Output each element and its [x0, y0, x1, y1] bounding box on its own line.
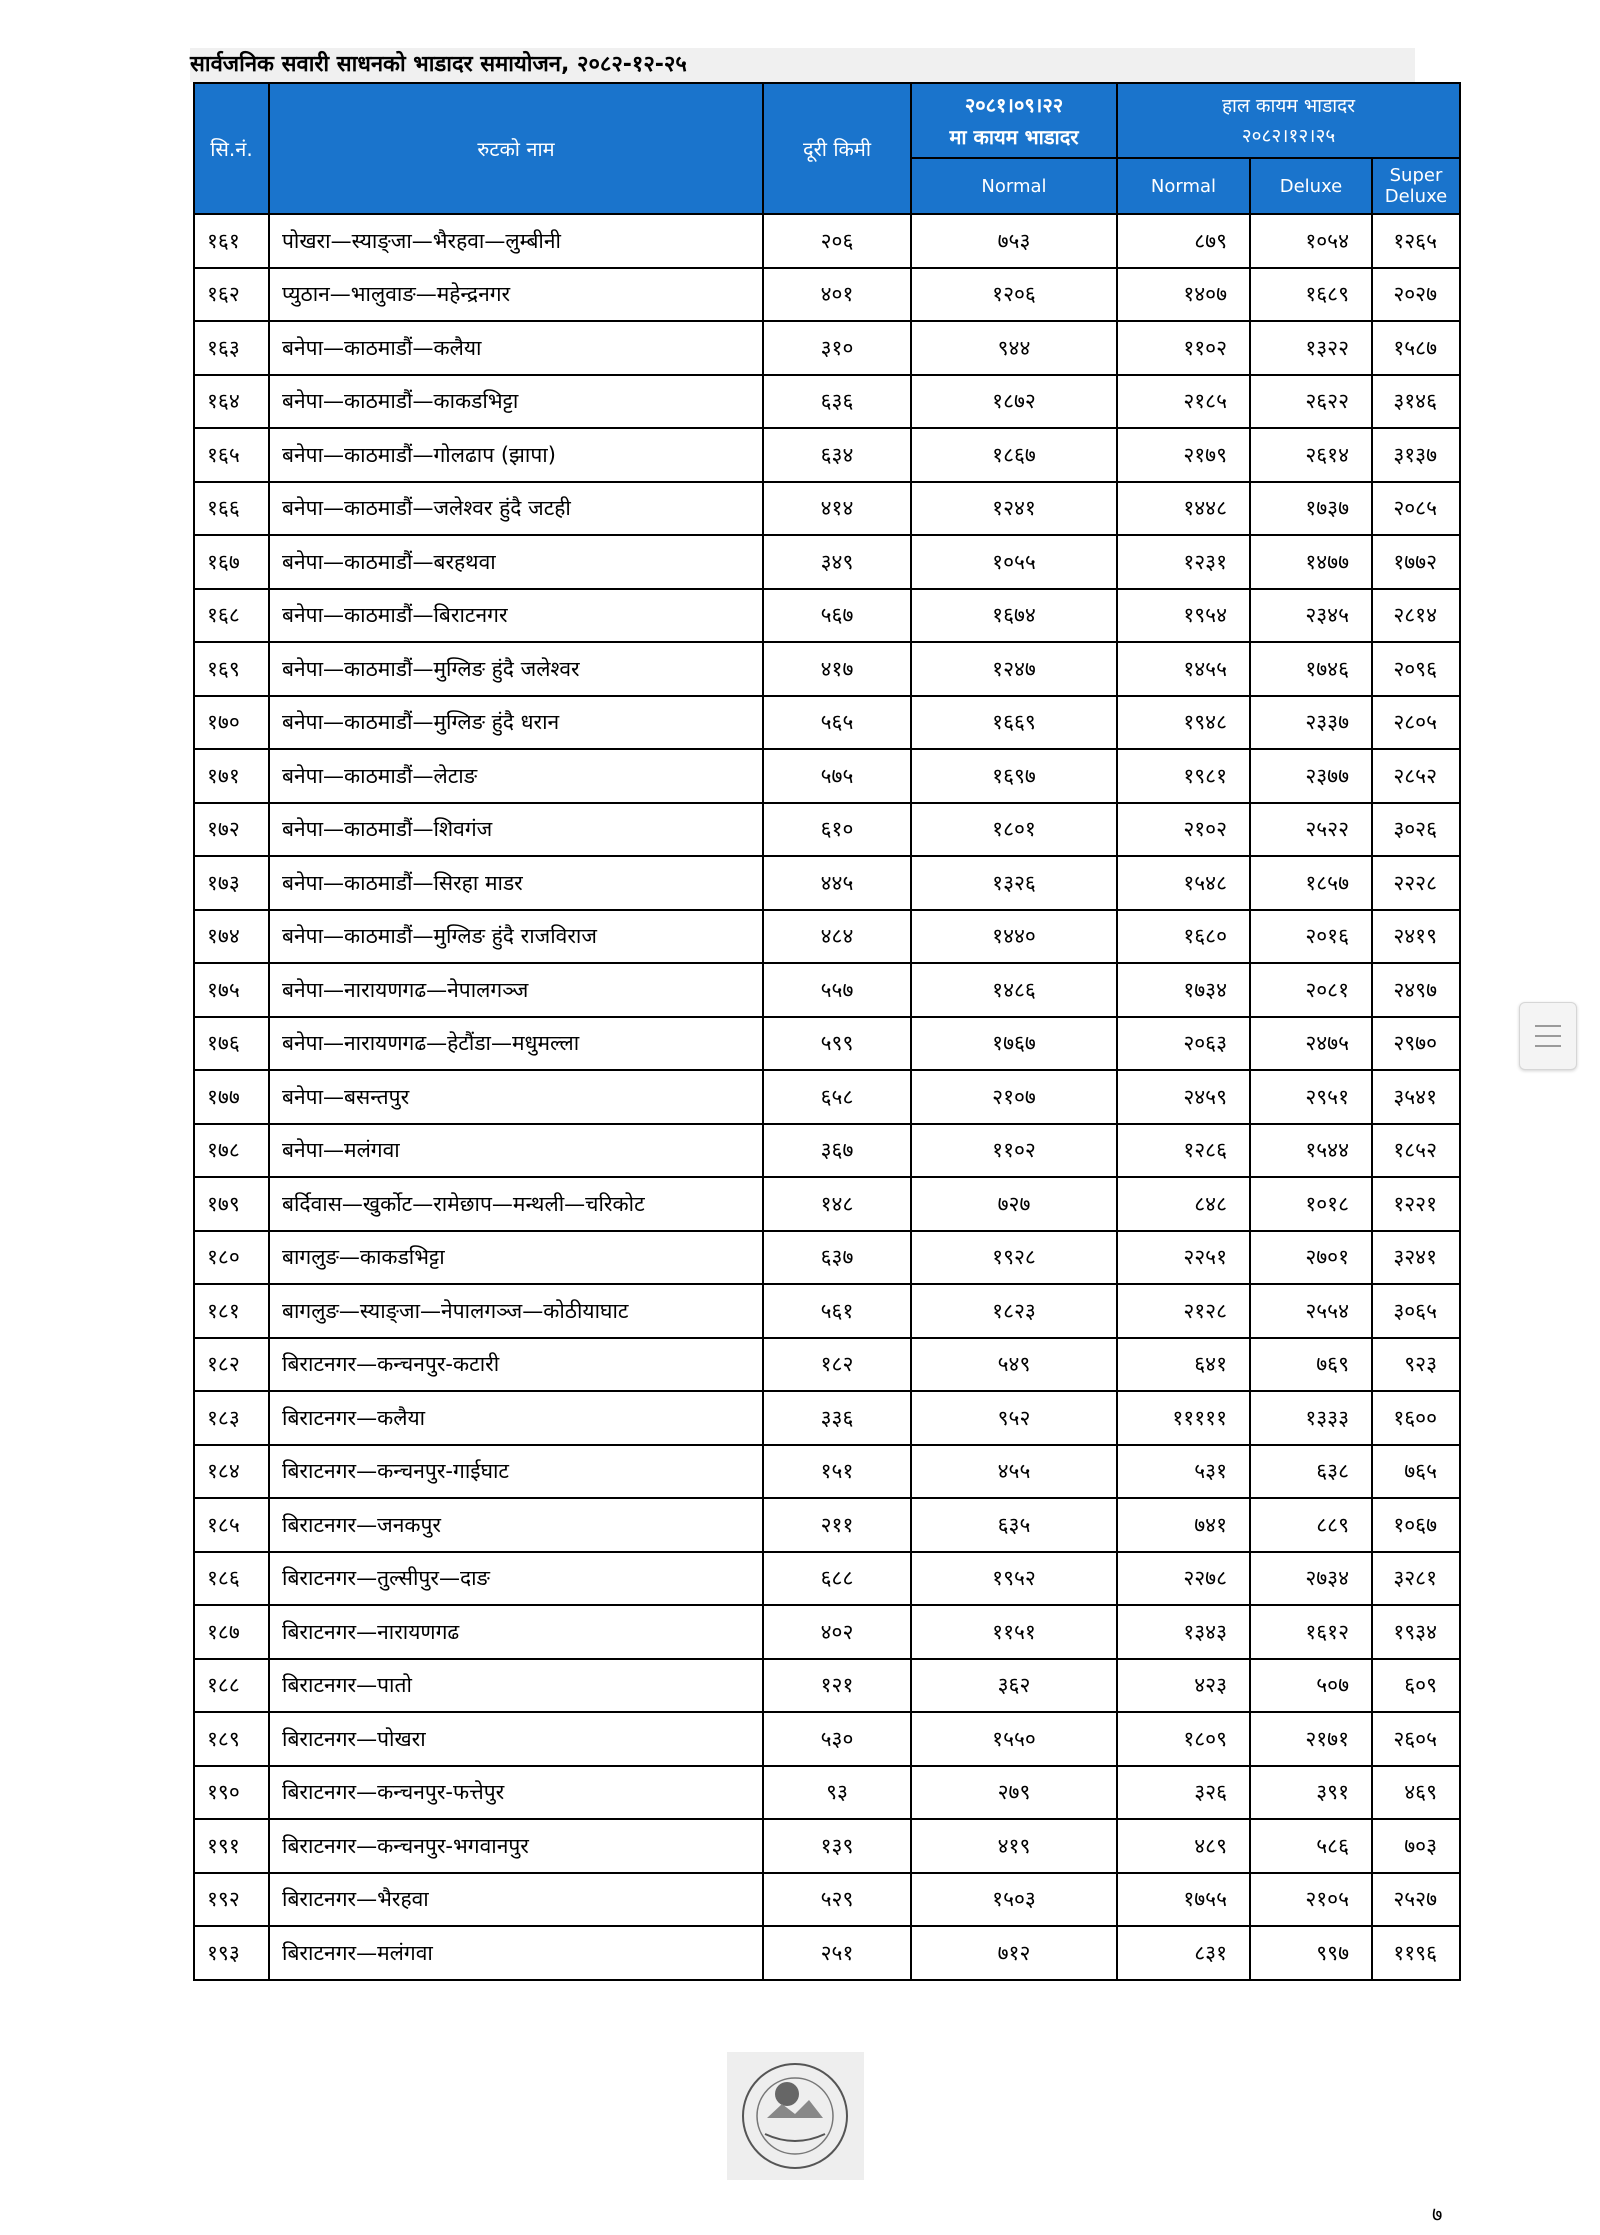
row-old-fare: १६६९ — [911, 696, 1117, 750]
row-distance: १८२ — [763, 1338, 911, 1392]
row-normal-fare: २१७९ — [1117, 428, 1250, 482]
row-distance: ५३० — [763, 1712, 911, 1766]
row-deluxe-fare: २३३७ — [1250, 696, 1372, 750]
row-sn: १७६ — [194, 1017, 269, 1071]
row-distance: ९३ — [763, 1766, 911, 1820]
row-deluxe-fare: २१०५ — [1250, 1873, 1372, 1927]
row-distance: ४१४ — [763, 482, 911, 536]
row-distance: १४८ — [763, 1177, 911, 1231]
row-normal-fare: १४०७ — [1117, 268, 1250, 322]
row-deluxe-fare: २५२२ — [1250, 803, 1372, 857]
row-old-fare: १९५२ — [911, 1552, 1117, 1606]
table-row — [194, 642, 1460, 696]
row-normal-fare: २२५१ — [1117, 1231, 1250, 1285]
table-row — [194, 1284, 1460, 1338]
row-normal-fare: १३४३ — [1117, 1605, 1250, 1659]
row-sn: १६७ — [194, 535, 269, 589]
row-distance: ६१० — [763, 803, 911, 857]
row-normal-fare: १७५५ — [1117, 1873, 1250, 1927]
row-normal-fare: १९५४ — [1117, 589, 1250, 643]
row-old-fare: १७६७ — [911, 1017, 1117, 1071]
row-route: बिराटनगर—नारायणगढ — [269, 1605, 763, 1659]
row-normal-fare: १४५५ — [1117, 642, 1250, 696]
table-row — [194, 1445, 1460, 1499]
row-deluxe-fare: १४७७ — [1250, 535, 1372, 589]
row-route: बनेपा—काठमाडौं—कलैया — [269, 321, 763, 375]
row-deluxe-fare: १६८९ — [1250, 268, 1372, 322]
row-super-deluxe-fare: २९७० — [1372, 1017, 1460, 1071]
row-route: बनेपा—काठमाडौं—लेटाङ — [269, 749, 763, 803]
row-old-fare: १८७२ — [911, 375, 1117, 429]
row-old-fare: ४५५ — [911, 1445, 1117, 1499]
row-route: बिराटनगर—कन्चनपुर-कटारी — [269, 1338, 763, 1392]
header-distance: दूरी किमी — [763, 83, 911, 214]
row-super-deluxe-fare: १०६७ — [1372, 1498, 1460, 1552]
row-old-fare: १५०३ — [911, 1873, 1117, 1927]
row-distance: २५१ — [763, 1926, 911, 1980]
row-route: बनेपा—नारायणगढ—हेटौंडा—मधुमल्ला — [269, 1017, 763, 1071]
row-normal-fare: ६४१ — [1117, 1338, 1250, 1392]
row-distance: ४०१ — [763, 268, 911, 322]
row-normal-fare: ४२३ — [1117, 1659, 1250, 1713]
row-route: प्युठान—भालुवाङ—महेन्द्रनगर — [269, 268, 763, 322]
row-distance: ४१७ — [763, 642, 911, 696]
row-deluxe-fare: २०८१ — [1250, 963, 1372, 1017]
row-sn: १६९ — [194, 642, 269, 696]
row-super-deluxe-fare: २८०५ — [1372, 696, 1460, 750]
table-body — [194, 214, 1460, 1980]
row-deluxe-fare: ३९१ — [1250, 1766, 1372, 1820]
row-super-deluxe-fare: २०९६ — [1372, 642, 1460, 696]
row-distance: ५७५ — [763, 749, 911, 803]
row-sn: १८७ — [194, 1605, 269, 1659]
row-normal-fare: १५४८ — [1117, 856, 1250, 910]
row-distance: १२१ — [763, 1659, 911, 1713]
row-sn: १८९ — [194, 1712, 269, 1766]
row-sn: १८२ — [194, 1338, 269, 1392]
row-deluxe-fare: २६२२ — [1250, 375, 1372, 429]
table-row — [194, 268, 1460, 322]
seal-emblem-icon — [727, 2052, 864, 2180]
row-route: बर्दिवास—खुर्कोट—रामेछाप—मन्थली—चरिकोट — [269, 1177, 763, 1231]
header-route: रुटको नाम — [269, 83, 763, 214]
row-distance: ६३६ — [763, 375, 911, 429]
row-super-deluxe-fare: ३०२६ — [1372, 803, 1460, 857]
table-header — [194, 83, 1460, 214]
row-sn: १९१ — [194, 1819, 269, 1873]
row-normal-fare: ७४१ — [1117, 1498, 1250, 1552]
document-title: सार्वजनिक सवारी साधनको भाडादर समायोजन, २०८२-१२-२५ — [190, 48, 1415, 82]
row-super-deluxe-fare: ११९६ — [1372, 1926, 1460, 1980]
row-normal-fare: १९४८ — [1117, 696, 1250, 750]
row-super-deluxe-fare: २४९७ — [1372, 963, 1460, 1017]
row-super-deluxe-fare: ३१४६ — [1372, 375, 1460, 429]
row-sn: १६१ — [194, 214, 269, 268]
row-sn: १९२ — [194, 1873, 269, 1927]
row-normal-fare: ३२६ — [1117, 1766, 1250, 1820]
row-super-deluxe-fare: ९२३ — [1372, 1338, 1460, 1392]
row-route: बागलुङ—काकडभिट्टा — [269, 1231, 763, 1285]
row-distance: ५२९ — [763, 1873, 911, 1927]
row-normal-fare: २१२८ — [1117, 1284, 1250, 1338]
row-normal-fare: ११०२ — [1117, 321, 1250, 375]
row-distance: १५१ — [763, 1445, 911, 1499]
row-old-fare: १८६७ — [911, 428, 1117, 482]
row-distance: ६३४ — [763, 428, 911, 482]
row-super-deluxe-fare: २२२८ — [1372, 856, 1460, 910]
row-distance: ३६७ — [763, 1124, 911, 1178]
row-distance: ३४९ — [763, 535, 911, 589]
row-sn: १७२ — [194, 803, 269, 857]
row-deluxe-fare: ६३८ — [1250, 1445, 1372, 1499]
row-old-fare: १२४१ — [911, 482, 1117, 536]
row-distance: १३९ — [763, 1819, 911, 1873]
row-route: बिराटनगर—पोखरा — [269, 1712, 763, 1766]
row-distance: ४०२ — [763, 1605, 911, 1659]
row-route: बनेपा—काठमाडौं—काकडभिट्टा — [269, 375, 763, 429]
row-deluxe-fare: १७३७ — [1250, 482, 1372, 536]
row-super-deluxe-fare: २४१९ — [1372, 910, 1460, 964]
row-old-fare: १५५० — [911, 1712, 1117, 1766]
row-route: बागलुङ—स्याङ्जा—नेपालगञ्ज—कोठीयाघाट — [269, 1284, 763, 1338]
table-row — [194, 1017, 1460, 1071]
row-distance: २११ — [763, 1498, 911, 1552]
row-old-fare: २७९ — [911, 1766, 1117, 1820]
row-normal-fare: ४८९ — [1117, 1819, 1250, 1873]
table-row — [194, 1552, 1460, 1606]
row-normal-fare: २१०२ — [1117, 803, 1250, 857]
header-old-date: २०८१।०९।२२ — [964, 92, 1064, 117]
row-route: बनेपा—काठमाडौं—शिवगंज — [269, 803, 763, 857]
row-deluxe-fare: १०५४ — [1250, 214, 1372, 268]
header-super-deluxe — [1372, 158, 1460, 214]
row-sn: १६६ — [194, 482, 269, 536]
row-old-fare: ११०२ — [911, 1124, 1117, 1178]
row-sn: १६२ — [194, 268, 269, 322]
row-sn: १७३ — [194, 856, 269, 910]
row-sn: १६८ — [194, 589, 269, 643]
row-old-fare: १९२८ — [911, 1231, 1117, 1285]
row-distance: २०६ — [763, 214, 911, 268]
row-route: बनेपा—नारायणगढ—नेपालगञ्ज — [269, 963, 763, 1017]
row-super-deluxe-fare: १२६५ — [1372, 214, 1460, 268]
row-super-deluxe-fare: ७०३ — [1372, 1819, 1460, 1873]
header-super-line1: Super — [1389, 165, 1443, 186]
row-sn: १८१ — [194, 1284, 269, 1338]
row-super-deluxe-fare: २८१४ — [1372, 589, 1460, 643]
row-distance: ३३६ — [763, 1391, 911, 1445]
row-sn: १७४ — [194, 910, 269, 964]
table-row — [194, 803, 1460, 857]
row-sn: १९० — [194, 1766, 269, 1820]
row-sn: १८० — [194, 1231, 269, 1285]
row-old-fare: ५४९ — [911, 1338, 1117, 1392]
row-deluxe-fare: १६१२ — [1250, 1605, 1372, 1659]
row-route: बिराटनगर—तुल्सीपुर—दाङ — [269, 1552, 763, 1606]
row-old-fare: १८२३ — [911, 1284, 1117, 1338]
row-super-deluxe-fare: १५८७ — [1372, 321, 1460, 375]
row-route: बनेपा—बसन्तपुर — [269, 1070, 763, 1124]
row-sn: १७१ — [194, 749, 269, 803]
row-normal-fare: ५३१ — [1117, 1445, 1250, 1499]
row-route: बिराटनगर—कन्चनपुर-फत्तेपुर — [269, 1766, 763, 1820]
row-super-deluxe-fare: ३२८१ — [1372, 1552, 1460, 1606]
table-row — [194, 1605, 1460, 1659]
row-super-deluxe-fare: १७७२ — [1372, 535, 1460, 589]
row-distance: ६३७ — [763, 1231, 911, 1285]
row-distance: ४८४ — [763, 910, 911, 964]
row-super-deluxe-fare: ३२४१ — [1372, 1231, 1460, 1285]
header-old-fare — [911, 83, 1117, 158]
row-route: बनेपा—काठमाडौं—सिरहा माडर — [269, 856, 763, 910]
row-old-fare: ९५२ — [911, 1391, 1117, 1445]
row-sn: १९३ — [194, 1926, 269, 1980]
row-super-deluxe-fare: १६०० — [1372, 1391, 1460, 1445]
page-number: ७ — [1432, 2202, 1443, 2226]
row-super-deluxe-fare: २६०५ — [1372, 1712, 1460, 1766]
table-row — [194, 1712, 1460, 1766]
table-row — [194, 428, 1460, 482]
row-old-fare: ७२७ — [911, 1177, 1117, 1231]
scroll-handle[interactable] — [1519, 1002, 1577, 1070]
row-route: बनेपा—काठमाडौं—मुग्लिङ हुंदै जलेश्वर — [269, 642, 763, 696]
row-deluxe-fare: २९५१ — [1250, 1070, 1372, 1124]
row-deluxe-fare: ८८९ — [1250, 1498, 1372, 1552]
row-distance: ५५७ — [763, 963, 911, 1017]
header-current-title: हाल कायम भाडादर — [1221, 94, 1356, 117]
header-sn: सि.नं. — [194, 83, 269, 214]
row-deluxe-fare: २१७१ — [1250, 1712, 1372, 1766]
row-distance: ६५८ — [763, 1070, 911, 1124]
row-route: बिराटनगर—कन्चनपुर-गाईघाट — [269, 1445, 763, 1499]
row-deluxe-fare: २४७५ — [1250, 1017, 1372, 1071]
table-row — [194, 1070, 1460, 1124]
row-sn: १६३ — [194, 321, 269, 375]
row-distance: ५६७ — [763, 589, 911, 643]
row-route: बनेपा—काठमाडौं—गोलढाप (झापा) — [269, 428, 763, 482]
row-deluxe-fare: ५०७ — [1250, 1659, 1372, 1713]
row-old-fare: १६७४ — [911, 589, 1117, 643]
row-route: बिराटनगर—कलैया — [269, 1391, 763, 1445]
table-row — [194, 963, 1460, 1017]
row-normal-fare: १७३४ — [1117, 963, 1250, 1017]
table-row — [194, 749, 1460, 803]
row-sn: १८३ — [194, 1391, 269, 1445]
table-row — [194, 589, 1460, 643]
row-sn: १८८ — [194, 1659, 269, 1713]
row-super-deluxe-fare: ७६५ — [1372, 1445, 1460, 1499]
row-distance: ६८८ — [763, 1552, 911, 1606]
row-super-deluxe-fare: ६०९ — [1372, 1659, 1460, 1713]
row-sn: १८४ — [194, 1445, 269, 1499]
row-normal-fare: ८७९ — [1117, 214, 1250, 268]
table-row — [194, 1766, 1460, 1820]
row-sn: १७० — [194, 696, 269, 750]
row-old-fare: १४४० — [911, 910, 1117, 964]
row-old-fare: ३६२ — [911, 1659, 1117, 1713]
handle-line-icon — [1535, 1035, 1561, 1037]
row-route: बनेपा—काठमाडौं—बरहथवा — [269, 535, 763, 589]
row-route: बिराटनगर—कन्चनपुर-भगवानपुर — [269, 1819, 763, 1873]
row-normal-fare: २२७८ — [1117, 1552, 1250, 1606]
row-old-fare: १३२६ — [911, 856, 1117, 910]
row-route: बनेपा—मलंगवा — [269, 1124, 763, 1178]
row-route: बनेपा—काठमाडौं—मुग्लिङ हुंदै राजविराज — [269, 910, 763, 964]
row-super-deluxe-fare: २०२७ — [1372, 268, 1460, 322]
row-deluxe-fare: १५४४ — [1250, 1124, 1372, 1178]
table-row — [194, 1659, 1460, 1713]
row-normal-fare: ८३१ — [1117, 1926, 1250, 1980]
row-normal-fare: २०६३ — [1117, 1017, 1250, 1071]
row-sn: १६४ — [194, 375, 269, 429]
row-sn: १७९ — [194, 1177, 269, 1231]
row-normal-fare: १६८० — [1117, 910, 1250, 964]
table-row — [194, 1391, 1460, 1445]
row-old-fare: १६९७ — [911, 749, 1117, 803]
row-deluxe-fare: २६१४ — [1250, 428, 1372, 482]
row-normal-fare: १२८६ — [1117, 1124, 1250, 1178]
table-row — [194, 1926, 1460, 1980]
row-distance: ५९९ — [763, 1017, 911, 1071]
row-sn: १६५ — [194, 428, 269, 482]
row-old-fare: २१०७ — [911, 1070, 1117, 1124]
row-deluxe-fare: २५५४ — [1250, 1284, 1372, 1338]
table-row — [194, 1819, 1460, 1873]
row-route: बनेपा—काठमाडौं—जलेश्वर हुंदै जटही — [269, 482, 763, 536]
row-route: पोखरा—स्याङ्जा—भैरहवा—लुम्बीनी — [269, 214, 763, 268]
row-sn: १७५ — [194, 963, 269, 1017]
row-route: बिराटनगर—मलंगवा — [269, 1926, 763, 1980]
row-deluxe-fare: १३२२ — [1250, 321, 1372, 375]
header-old-normal: Normal — [911, 158, 1117, 214]
row-normal-fare: २४५९ — [1117, 1070, 1250, 1124]
row-deluxe-fare: १८५७ — [1250, 856, 1372, 910]
row-deluxe-fare: २३७७ — [1250, 749, 1372, 803]
table-row — [194, 1231, 1460, 1285]
row-old-fare: ९४४ — [911, 321, 1117, 375]
row-super-deluxe-fare: २८५२ — [1372, 749, 1460, 803]
table-row — [194, 1498, 1460, 1552]
row-sn: १७७ — [194, 1070, 269, 1124]
table-row — [194, 910, 1460, 964]
official-seal — [727, 2052, 864, 2180]
row-distance: ३१० — [763, 321, 911, 375]
table-row — [194, 214, 1460, 268]
row-deluxe-fare: १३३३ — [1250, 1391, 1372, 1445]
table-row — [194, 535, 1460, 589]
row-route: बनेपा—काठमाडौं—बिराटनगर — [269, 589, 763, 643]
row-normal-fare: १८०९ — [1117, 1712, 1250, 1766]
row-deluxe-fare: १०१८ — [1250, 1177, 1372, 1231]
row-normal-fare: १४४८ — [1117, 482, 1250, 536]
row-deluxe-fare: २३४५ — [1250, 589, 1372, 643]
fare-table — [193, 82, 1461, 1981]
header-current-date: २०८२।१२।२५ — [1241, 124, 1336, 147]
row-deluxe-fare: १७४६ — [1250, 642, 1372, 696]
row-deluxe-fare: ५८६ — [1250, 1819, 1372, 1873]
table-row — [194, 856, 1460, 910]
row-super-deluxe-fare: ४६९ — [1372, 1766, 1460, 1820]
row-super-deluxe-fare: ३०६५ — [1372, 1284, 1460, 1338]
row-old-fare: १८०१ — [911, 803, 1117, 857]
row-old-fare: ७५३ — [911, 214, 1117, 268]
row-old-fare: १४८६ — [911, 963, 1117, 1017]
row-distance: ५६५ — [763, 696, 911, 750]
header-current-fare — [1117, 83, 1460, 158]
row-super-deluxe-fare: ३५४१ — [1372, 1070, 1460, 1124]
row-super-deluxe-fare: २०८५ — [1372, 482, 1460, 536]
table-row — [194, 375, 1460, 429]
row-deluxe-fare: ९९७ — [1250, 1926, 1372, 1980]
row-old-fare: ७१२ — [911, 1926, 1117, 1980]
handle-line-icon — [1535, 1025, 1561, 1027]
row-super-deluxe-fare: १८५२ — [1372, 1124, 1460, 1178]
row-deluxe-fare: २७०१ — [1250, 1231, 1372, 1285]
row-route: बिराटनगर—जनकपुर — [269, 1498, 763, 1552]
header-old-title: मा कायम भाडादर — [949, 124, 1079, 149]
table-row — [194, 696, 1460, 750]
table-row — [194, 482, 1460, 536]
header-super-line2: Deluxe — [1384, 186, 1448, 207]
table-row — [194, 321, 1460, 375]
row-old-fare: ४१९ — [911, 1819, 1117, 1873]
handle-line-icon — [1535, 1045, 1561, 1047]
row-sn: १७८ — [194, 1124, 269, 1178]
row-route: बनेपा—काठमाडौं—मुग्लिङ हुंदै धरान — [269, 696, 763, 750]
row-route: बिराटनगर—पातो — [269, 1659, 763, 1713]
row-normal-fare: ८४८ — [1117, 1177, 1250, 1231]
row-normal-fare: १११११ — [1117, 1391, 1250, 1445]
row-normal-fare: २१८५ — [1117, 375, 1250, 429]
row-normal-fare: १२३१ — [1117, 535, 1250, 589]
row-distance: ४४५ — [763, 856, 911, 910]
row-deluxe-fare: २०१६ — [1250, 910, 1372, 964]
row-deluxe-fare: २७३४ — [1250, 1552, 1372, 1606]
row-old-fare: ११५१ — [911, 1605, 1117, 1659]
row-super-deluxe-fare: १२२१ — [1372, 1177, 1460, 1231]
table-row — [194, 1338, 1460, 1392]
row-route: बिराटनगर—भैरहवा — [269, 1873, 763, 1927]
header-deluxe: Deluxe — [1250, 158, 1372, 214]
row-super-deluxe-fare: ३१३७ — [1372, 428, 1460, 482]
row-deluxe-fare: ७६९ — [1250, 1338, 1372, 1392]
row-distance: ५६१ — [763, 1284, 911, 1338]
row-super-deluxe-fare: १९३४ — [1372, 1605, 1460, 1659]
table-row — [194, 1124, 1460, 1178]
row-sn: १८५ — [194, 1498, 269, 1552]
row-old-fare: १०५५ — [911, 535, 1117, 589]
row-super-deluxe-fare: २५२७ — [1372, 1873, 1460, 1927]
row-sn: १८६ — [194, 1552, 269, 1606]
row-old-fare: १२०६ — [911, 268, 1117, 322]
row-normal-fare: १९८१ — [1117, 749, 1250, 803]
row-old-fare: १२४७ — [911, 642, 1117, 696]
header-normal: Normal — [1117, 158, 1250, 214]
table-row — [194, 1177, 1460, 1231]
table-row — [194, 1873, 1460, 1927]
row-old-fare: ६३५ — [911, 1498, 1117, 1552]
